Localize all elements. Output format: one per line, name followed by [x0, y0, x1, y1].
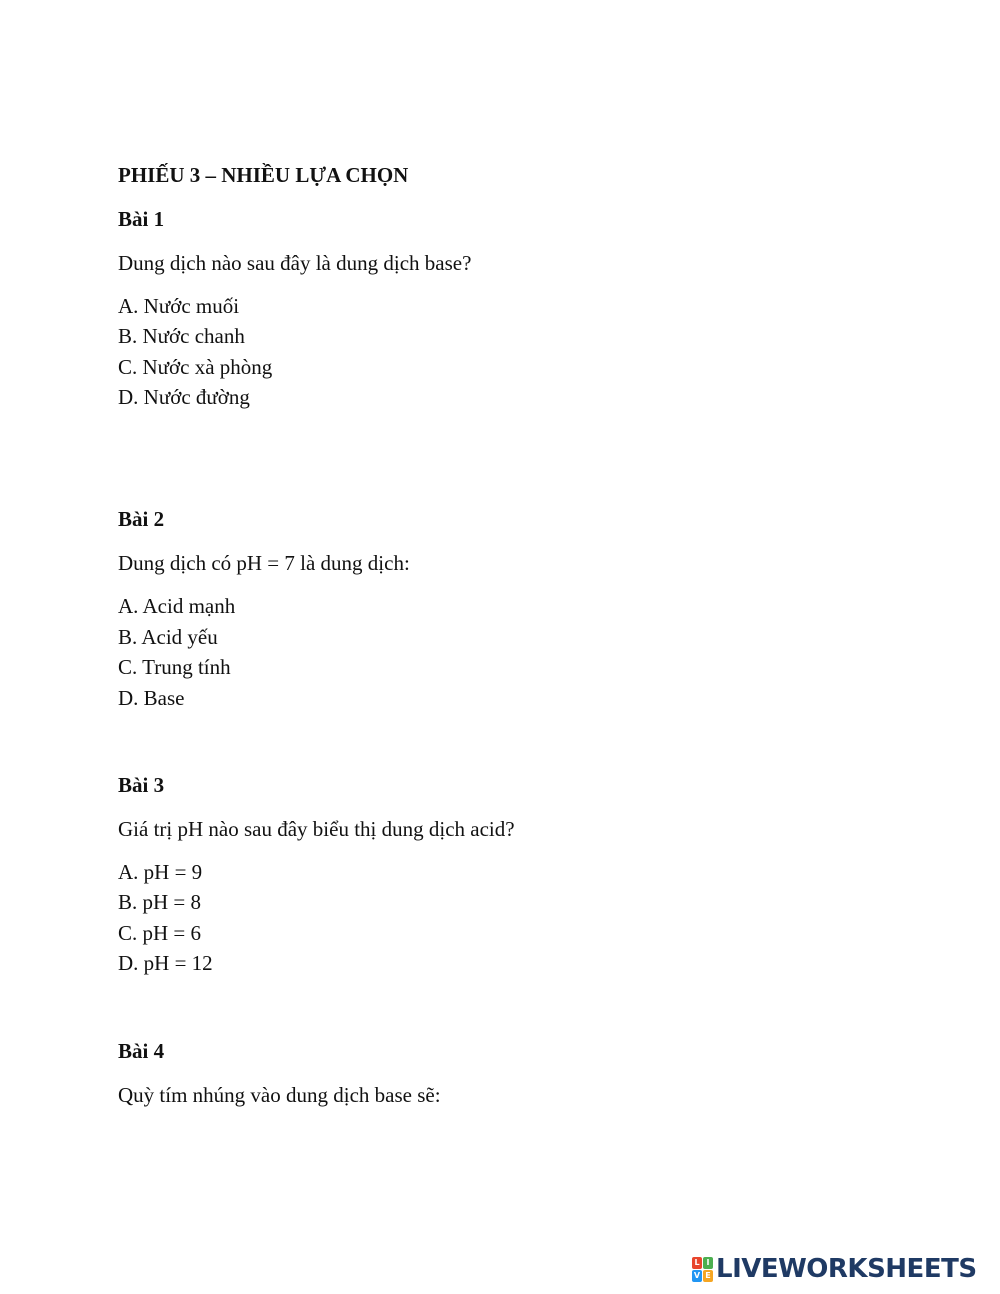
liveworksheets-mark-icon [692, 1257, 712, 1281]
question-4-prompt: Quỳ tím nhúng vào dung dịch base sẽ: [118, 1083, 441, 1107]
question-3-prompt: Giá trị pH nào sau đây biểu thị dung dịch acid? [118, 817, 515, 841]
question-2-option-d: D. Base [118, 686, 185, 710]
question-3-option-b: B. pH = 8 [118, 890, 202, 914]
logo-mark-letter-l: L [692, 1257, 702, 1269]
question-2-option-a: A. Acid mạnh [118, 594, 236, 618]
question-1-option-a: A. Nước muối [118, 294, 240, 318]
question-3-label: Bài 3 [118, 773, 165, 797]
question-1-label: Bài 1 [118, 207, 165, 231]
question-3-option-d: D. pH = 12 [118, 951, 213, 975]
question-2-prompt: Dung dịch có pH = 7 là dung dịch: [118, 551, 410, 575]
question-4-label: Bài 4 [118, 1039, 165, 1063]
question-1-option-c: C. Nước xà phòng [118, 355, 273, 379]
question-1-option-b: B. Nước chanh [118, 324, 245, 348]
logo-mark-letter-i: I [703, 1257, 713, 1269]
logo-mark-letter-v: V [693, 1271, 701, 1280]
question-1-prompt: Dung dịch nào sau đây là dung dịch base? [118, 251, 472, 275]
liveworksheets-logo [692, 1253, 977, 1285]
question-2-option-b: B. Acid yếu [118, 625, 218, 649]
question-2-label: Bài 2 [118, 507, 165, 531]
logo-mark-letter-e: E [703, 1270, 713, 1282]
question-3-option-c: C. pH = 6 [118, 921, 202, 945]
question-3-option-a: A. pH = 9 [118, 860, 203, 884]
question-2-option-c: C. Trung tính [118, 655, 231, 679]
question-1-option-d: D. Nước đường [118, 385, 250, 409]
worksheet-title: PHIẾU 3 – NHIỀU LỰA CHỌN [118, 163, 409, 187]
logo-text: LIVEWORKSHEETS [716, 1254, 977, 1284]
